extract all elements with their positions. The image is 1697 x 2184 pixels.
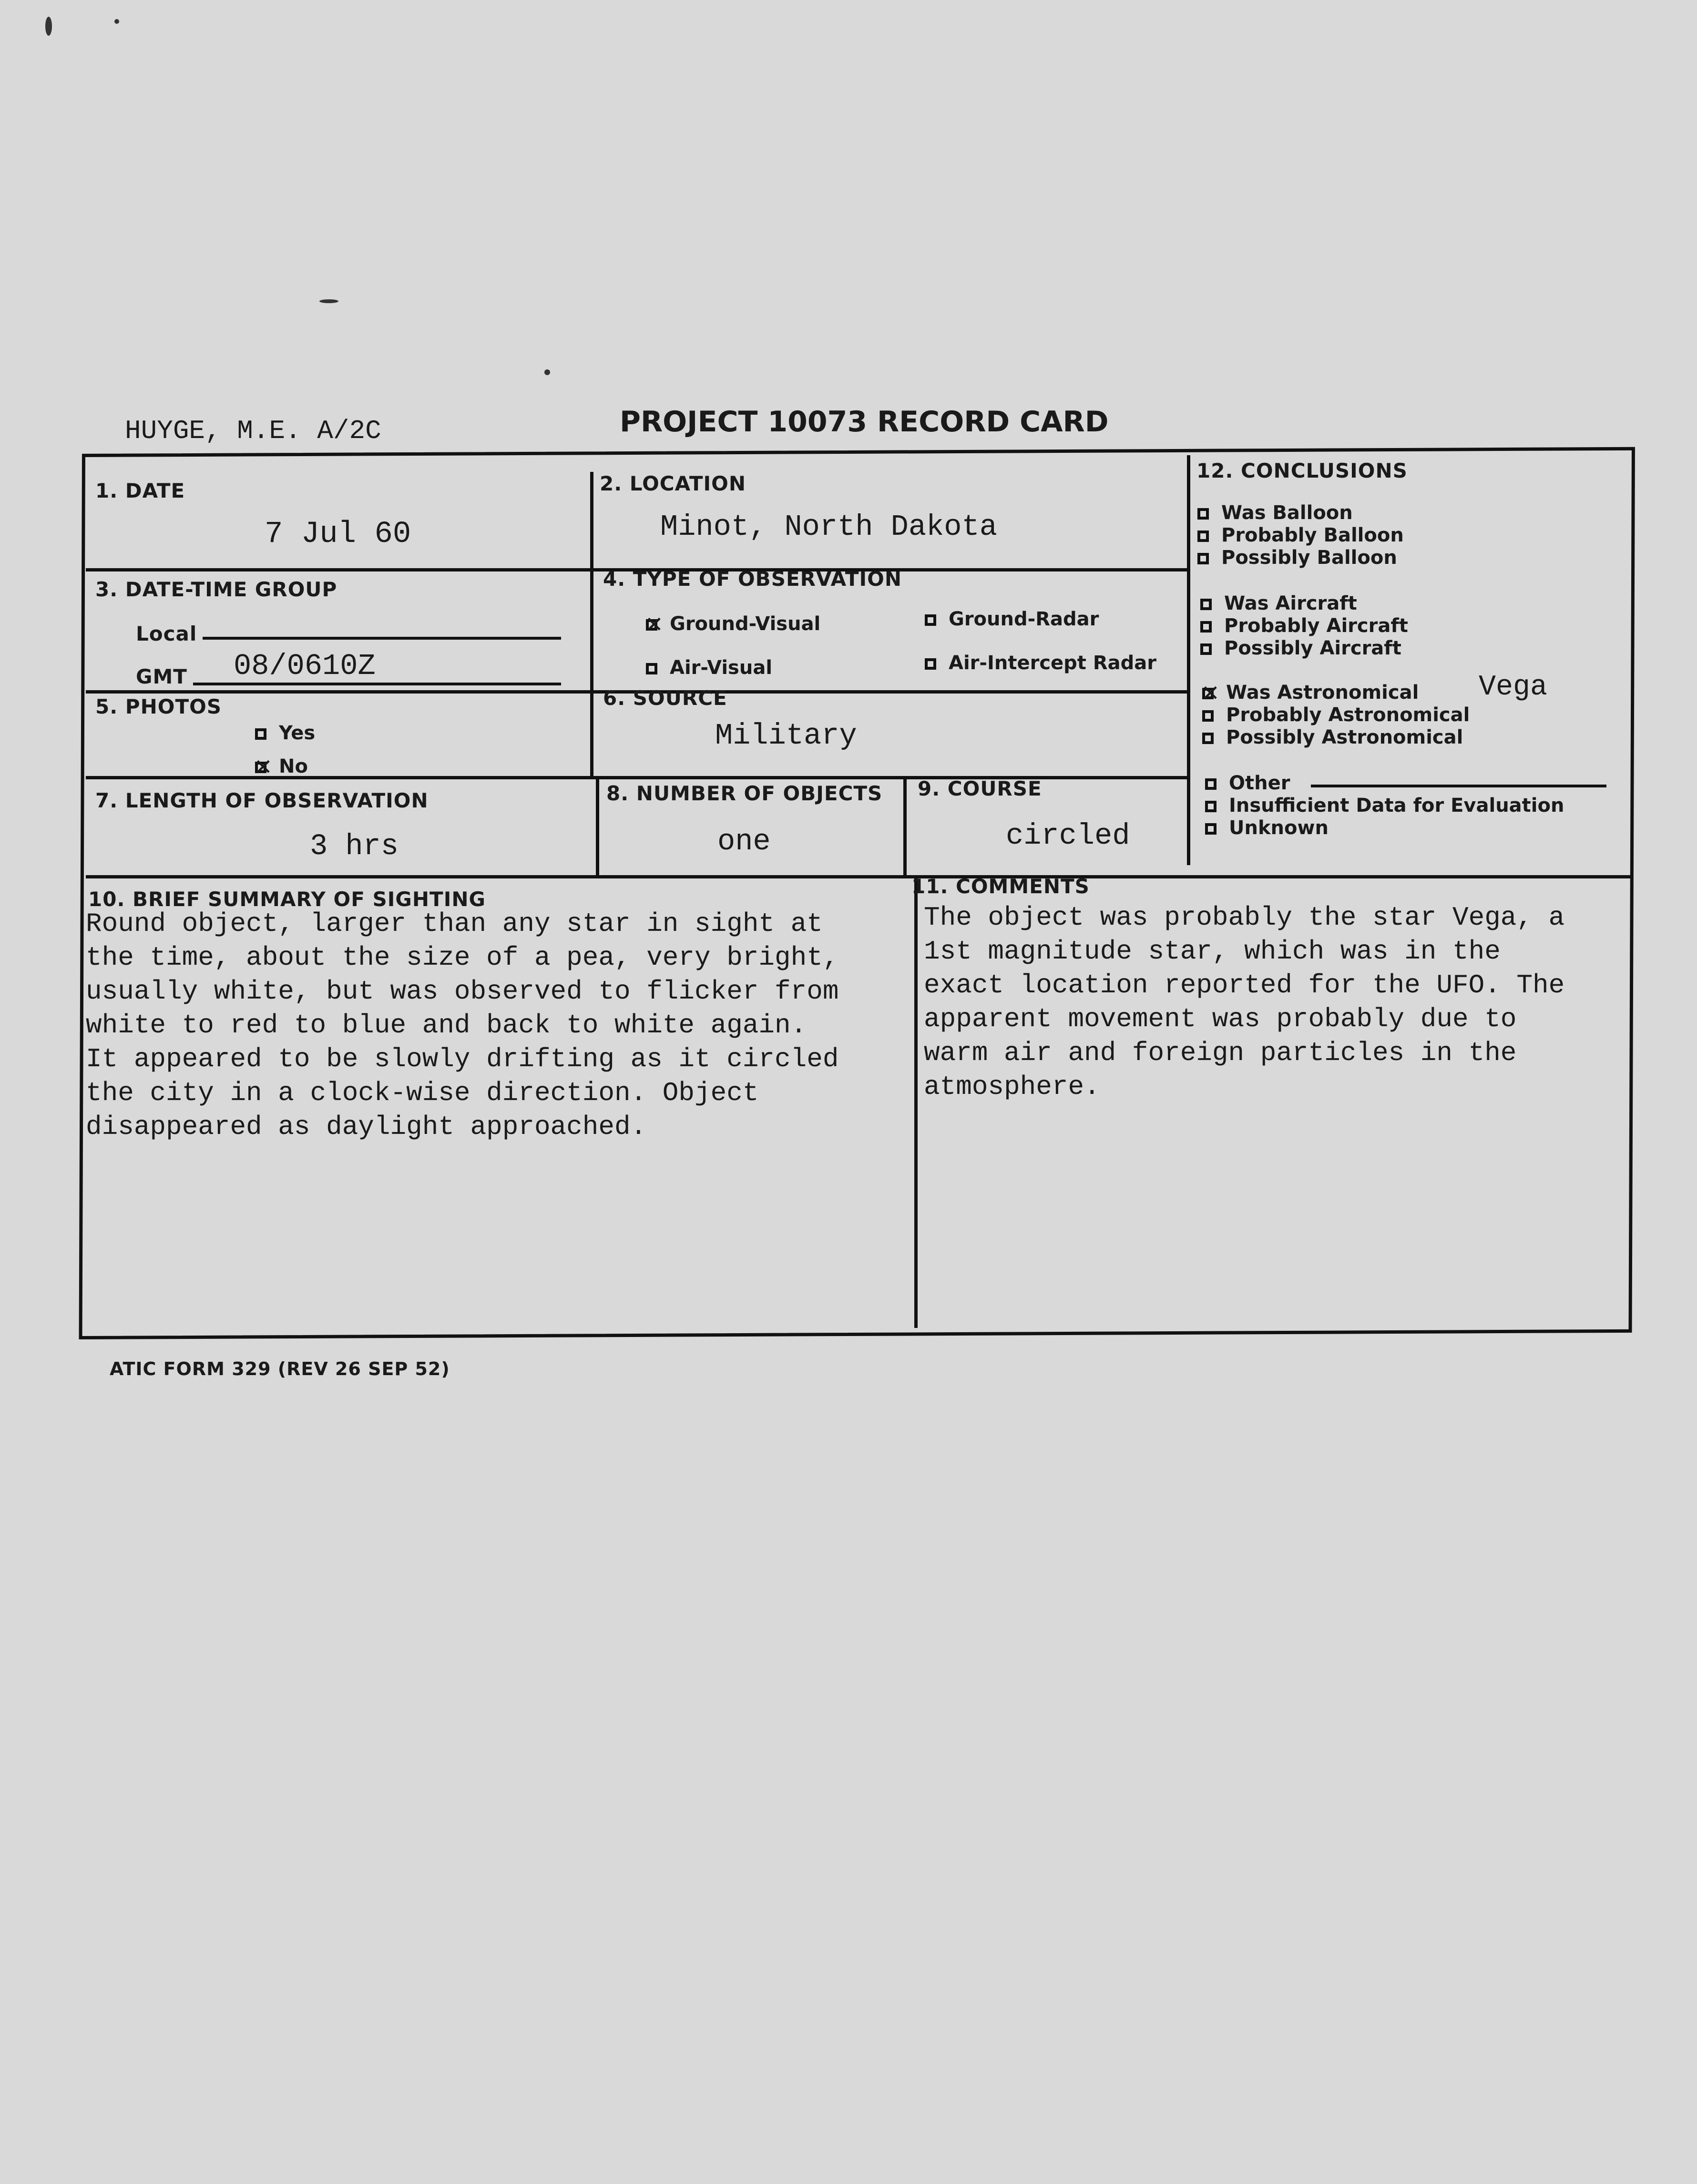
option-label: Probably Astronomical [1226, 704, 1470, 726]
gmt-label: GMT [136, 665, 187, 688]
conclusion-unknown [1205, 817, 1329, 839]
conclusion-probably-aircraft [1200, 615, 1408, 637]
date-time-group-label: 3. DATE-TIME GROUP [95, 578, 337, 601]
scan-speck [45, 17, 52, 36]
conclusion-was-aircraft [1200, 592, 1357, 614]
conclusion-was-astronomical [1202, 682, 1419, 704]
checkbox-icon [1200, 643, 1212, 655]
photos-label: 5. PHOTOS [95, 695, 222, 718]
divider [903, 776, 907, 877]
checkbox-icon [1197, 553, 1209, 564]
option-label: No [279, 755, 308, 777]
checkbox-icon [1197, 508, 1209, 520]
option-label: Ground-Radar [949, 608, 1099, 630]
option-label: Probably Aircraft [1224, 615, 1408, 637]
astronomical-note: Vega [1479, 671, 1548, 704]
scan-speck [114, 19, 119, 24]
checkbox-icon [1202, 710, 1214, 722]
conclusion-insufficient-data [1205, 795, 1564, 816]
divider [1187, 455, 1190, 865]
scan-speck [319, 299, 338, 303]
course-label: 9. COURSE [918, 777, 1042, 800]
option-label: Possibly Astronomical [1226, 726, 1463, 748]
checkbox-checked-icon [646, 619, 657, 631]
option-ground-visual [646, 613, 820, 635]
summary-text: Round object, larger than any star in sight at the time, about the size of a pea, very bright, usually white, but was observed to flicker from white to red to blue and back to white again. It appeared to be slowly drifting as it circled the city in a clock-wise direction. Object disappeared as daylight approached. [86, 908, 839, 1142]
option-label: Yes [279, 722, 316, 744]
option-label: Unknown [1229, 817, 1329, 839]
checkbox-icon [1200, 599, 1212, 610]
option-label: Possibly Balloon [1221, 547, 1397, 569]
type-of-observation-label: 4. TYPE OF OBSERVATION [603, 567, 902, 591]
summary-label: 10. BRIEF SUMMARY OF SIGHTING [88, 888, 486, 911]
checkbox-icon [1205, 823, 1217, 835]
number-of-objects-value: one [717, 825, 771, 858]
source-label: 6. SOURCE [603, 686, 727, 710]
length-of-observation-value: 3 hrs [310, 829, 399, 863]
divider [914, 875, 918, 1328]
option-label: Air-Intercept Radar [949, 652, 1156, 674]
date-label: 1. DATE [95, 479, 185, 502]
location-label: 2. LOCATION [600, 472, 746, 495]
date-value: 7 Jul 60 [265, 517, 411, 551]
checkbox-icon [925, 614, 936, 626]
observer-name: HUYGE, M.E. A/2C [125, 416, 381, 446]
checkbox-checked-icon [1202, 688, 1214, 699]
option-air-intercept-radar [925, 652, 1156, 674]
option-air-visual [646, 657, 772, 679]
number-of-objects-label: 8. NUMBER OF OBJECTS [606, 782, 883, 805]
local-underline [203, 637, 561, 640]
conclusion-possibly-astronomical [1202, 726, 1463, 748]
checkbox-icon [1200, 621, 1212, 633]
option-label: Other [1229, 772, 1290, 794]
checkbox-checked-icon [255, 762, 266, 773]
scan-speck [544, 369, 550, 375]
checkbox-icon [1205, 778, 1217, 790]
conclusions-label: 12. CONCLUSIONS [1196, 459, 1408, 482]
option-label: Was Astronomical [1226, 682, 1419, 704]
option-photos-no [255, 755, 308, 777]
gmt-value: 08/0610Z [234, 649, 376, 683]
divider [596, 776, 599, 877]
divider [86, 875, 1633, 878]
option-label: Ground-Visual [670, 613, 821, 635]
conclusion-was-balloon [1197, 502, 1353, 524]
divider [590, 472, 593, 777]
checkbox-icon [646, 663, 657, 674]
conclusion-possibly-aircraft [1200, 637, 1401, 659]
checkbox-icon [925, 658, 936, 670]
option-photos-yes [255, 722, 315, 744]
comments-text: The object was probably the star Vega, a 1st magnitude star, which was in the exact location reported for the UFO. The apparent movement was probably due to warm air and foreign particles in the atmosphere. [924, 902, 1565, 1102]
conclusion-probably-balloon [1197, 524, 1404, 546]
checkbox-icon [1205, 801, 1217, 812]
checkbox-icon [1197, 531, 1209, 542]
source-value: Military [715, 719, 857, 753]
length-of-observation-label: 7. LENGTH OF OBSERVATION [95, 789, 429, 812]
location-value: Minot, North Dakota [660, 510, 997, 544]
option-label: Possibly Aircraft [1224, 637, 1401, 659]
option-label: Was Aircraft [1224, 592, 1357, 614]
checkbox-icon [255, 728, 266, 740]
comments-label: 11. COMMENTS [911, 875, 1090, 898]
local-label: Local [136, 622, 197, 645]
course-value: circled [1006, 819, 1130, 853]
conclusion-possibly-balloon [1197, 547, 1397, 569]
option-label: Air-Visual [670, 657, 773, 679]
option-label: Was Balloon [1221, 502, 1353, 524]
option-label: Probably Balloon [1221, 524, 1404, 546]
other-underline [1311, 785, 1606, 787]
conclusion-other [1205, 772, 1290, 794]
option-ground-radar [925, 608, 1099, 630]
option-label: Insufficient Data for Evaluation [1229, 795, 1564, 816]
form-id: ATIC FORM 329 (REV 26 SEP 52) [110, 1358, 450, 1379]
card-title: PROJECT 10073 RECORD CARD [620, 405, 1109, 439]
checkbox-icon [1202, 733, 1214, 744]
conclusion-probably-astronomical [1202, 704, 1470, 726]
